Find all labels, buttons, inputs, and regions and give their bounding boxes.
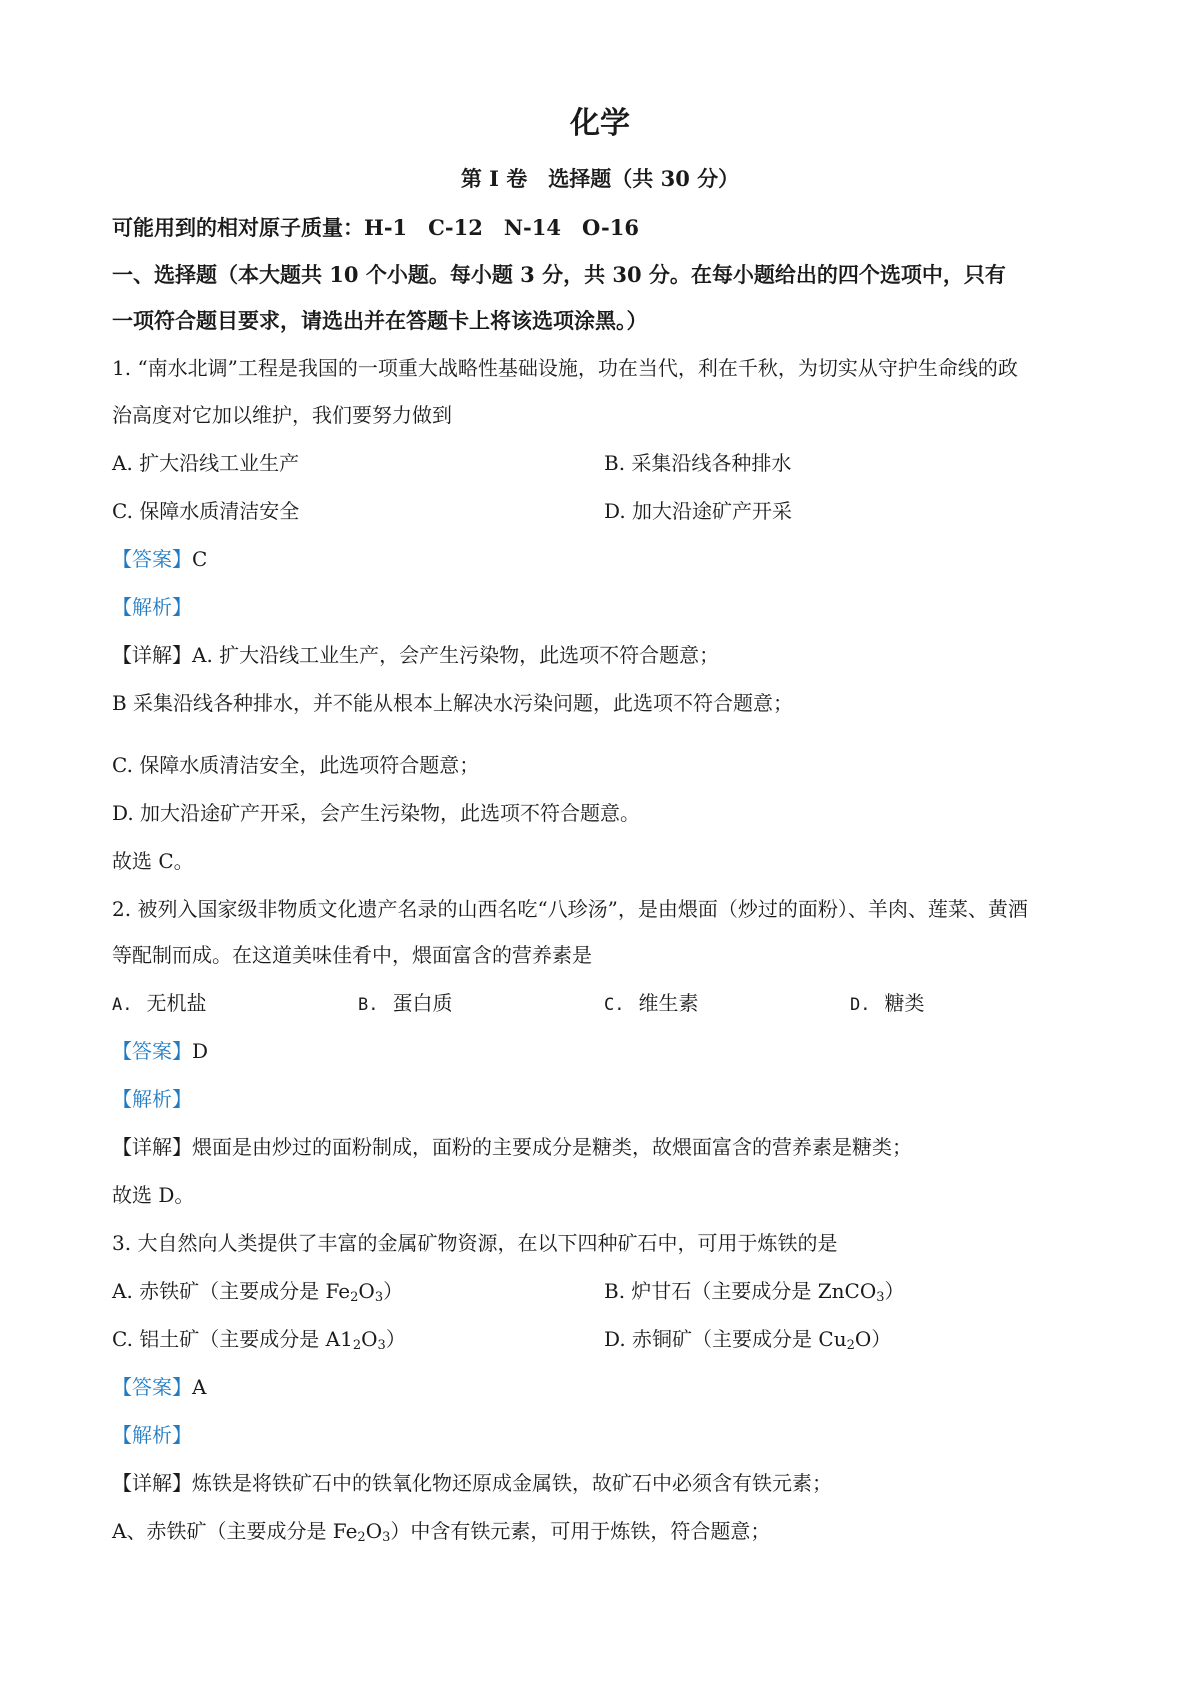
q1-stem-line2: 治高度对它加以维护，我们要努力做到 [112, 403, 452, 427]
section1-instructions-line2: 一项符合题目要求，请选出并在答题卡上将该选项涂黑。） [112, 308, 648, 333]
q1-option-d: D. 加大沿途矿产开采 [604, 499, 793, 523]
q3-detail [112, 1468, 832, 1498]
q2-stem-line2: 等配制而成。在这道美味佳肴中，煨面富含的营养素是 [112, 943, 592, 967]
q3-answer [112, 1372, 206, 1402]
q1-answer [112, 544, 207, 574]
q2-detail [112, 1132, 912, 1162]
q2-option-b: B. 蛋白质 [358, 991, 453, 1015]
q3-option-a: A. 赤铁矿（主要成分是 $Fe_2O_3$） [112, 1279, 404, 1305]
q1-stem-line1: 1. “南水北调”工程是我国的一项重大战略性基础设施，功在当代，利在千秋，为切实从守护生命线的政 [112, 356, 1018, 380]
q3-option-b: B. 炉甘石（主要成分是 ZnCO$_3$） [604, 1279, 905, 1305]
q1-option-a: A. 扩大沿线工业生产 [112, 451, 300, 475]
q3-analysis-label: 【解析】 [112, 1423, 192, 1447]
section1-instructions-line1: 一、选择题（本大题共 10 个小题。每小题 3 分，共 30 分。在每小题给出的四个选项中，只有 [112, 262, 1006, 287]
section-subtitle: 第 I 卷 选择题（共 30 分） [460, 166, 740, 191]
q2-option-c: C. 维生素 [604, 991, 699, 1015]
q1-detail-d: D. 加大沿途矿产开采，会产生污染物，此选项不符合题意。 [112, 801, 641, 825]
q1-detail-c: C. 保障水质清洁安全，此选项符合题意； [112, 753, 480, 777]
q3-detail-text: 炼铁是将铁矿石中的铁氧化物还原成金属铁，故矿石中必须含有铁元素； [192, 1471, 832, 1495]
q3-detail-a: A、赤铁矿（主要成分是 $Fe_2O_3$）中含有铁元素，可用于炼铁，符合题意； [112, 1519, 771, 1545]
atomic-masses: 可能用到的相对原子质量：H-1 C-12 N-14 O-16 [112, 215, 639, 240]
answer-label: 【答案】 [112, 547, 192, 571]
q1-option-b: B. 采集沿线各种排水 [604, 451, 792, 475]
q2-option-d: D. 糖类 [850, 991, 925, 1015]
q1-answer-value: C [192, 547, 208, 571]
q2-answer-value: D [192, 1039, 209, 1063]
q2-stem-line1: 2. 被列入国家级非物质文化遗产名录的山西名吃“八珍汤”，是由煨面（炒过的面粉）、羊肉、莲菜、黄酒 [112, 897, 1028, 921]
q1-detail-a [112, 640, 719, 670]
q3-stem: 3. 大自然向人类提供了丰富的金属矿物资源，在以下四种矿石中，可用于炼铁的是 [112, 1231, 838, 1255]
detail-label: 【详解】 [112, 1471, 192, 1495]
q2-option-a: A. 无机盐 [112, 991, 207, 1015]
q3-option-d: D. 赤铜矿（主要成分是 $Cu_2O$） [604, 1327, 892, 1353]
q1-analysis-label: 【解析】 [112, 595, 192, 619]
q1-conclusion: 故选 C。 [112, 849, 194, 873]
q2-conclusion: 故选 D。 [112, 1183, 195, 1207]
detail-label: 【详解】 [112, 1135, 192, 1159]
detail-label: 【详解】 [112, 643, 192, 667]
q1-detail-a-text: A. 扩大沿线工业生产，会产生污染物，此选项不符合题意； [192, 643, 720, 667]
q2-analysis-label: 【解析】 [112, 1087, 192, 1111]
q1-detail-b: B 采集沿线各种排水，并不能从根本上解决水污染问题，此选项不符合题意； [112, 691, 794, 715]
q3-option-c: C. 铝土矿（主要成分是 $A1_2O_3$） [112, 1327, 406, 1353]
q1-option-c: C. 保障水质清洁安全 [112, 499, 300, 523]
q3-answer-value: A [192, 1375, 207, 1399]
answer-label: 【答案】 [112, 1375, 192, 1399]
q2-answer [112, 1036, 208, 1066]
page-title: 化学 [570, 106, 630, 141]
answer-label: 【答案】 [112, 1039, 192, 1063]
q2-detail-text: 煨面是由炒过的面粉制成，面粉的主要成分是糖类，故煨面富含的营养素是糖类； [192, 1135, 912, 1159]
